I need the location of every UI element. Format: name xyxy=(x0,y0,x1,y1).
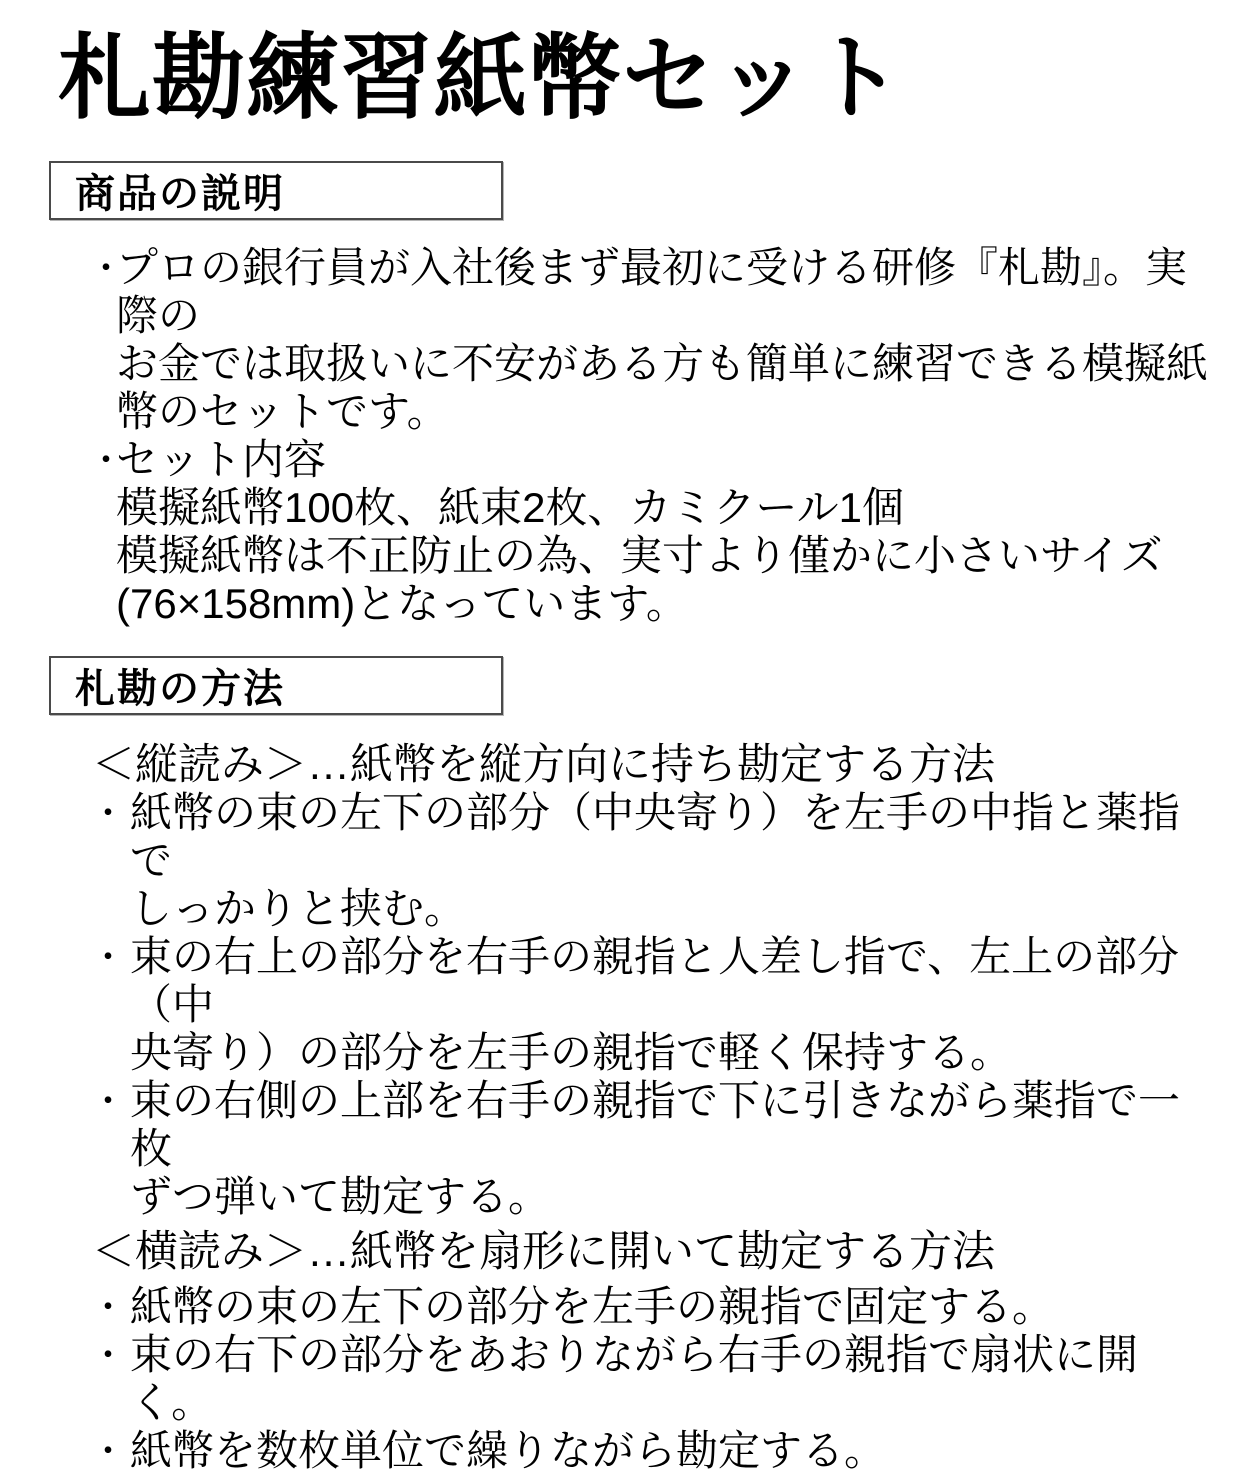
list-item-text xyxy=(130,1283,1210,1331)
fan-counting-list xyxy=(0,1283,1240,1475)
text-line: 紙幣を数枚単位で繰りながら勘定する。 xyxy=(130,1427,887,1475)
list-item-text xyxy=(116,484,1210,532)
list-item-text xyxy=(130,1331,1210,1427)
text-line: 紙幣の束の左下の部分（中央寄り）を左手の中指と薬指で xyxy=(130,789,1181,885)
page-title: 札勘練習紙幣セット xyxy=(58,26,904,130)
text-line: 束の右側の上部を右手の親指で下に引きながら薬指で一枚 xyxy=(130,1077,1181,1173)
vertical-counting-subsection xyxy=(0,741,1240,1221)
list-item xyxy=(0,933,1240,1077)
bullet-dot: ・ xyxy=(90,1080,127,1122)
product-description-body xyxy=(0,244,1240,628)
list-item-text xyxy=(130,1427,1210,1475)
bullet-dot: ・ xyxy=(90,1430,127,1472)
list-item-text xyxy=(116,532,1210,628)
list-item xyxy=(0,532,1240,628)
text-line: プロの銀行員が入社後まず最初に受ける研修『札勘』。実際の xyxy=(116,244,1188,340)
text-line: 束の右上の部分を右手の親指と人差し指で、左上の部分（中 xyxy=(130,933,1180,1029)
text-line: 紙幣の束の左下の部分を左手の親指で固定する。 xyxy=(130,1283,1055,1331)
bullet-dot: ・ xyxy=(88,439,125,481)
text-line: 模擬紙幣100枚、紙束2枚、カミクール1個 xyxy=(116,484,904,532)
list-item xyxy=(0,1331,1240,1427)
list-item-text xyxy=(116,244,1210,436)
document-page xyxy=(0,26,1240,1475)
list-item-text xyxy=(116,436,1210,484)
text-line: しっかりと挟む。 xyxy=(130,885,467,933)
list-item xyxy=(0,789,1240,933)
list-item xyxy=(0,1427,1240,1475)
list-item-text xyxy=(130,1077,1210,1221)
bullet-dot: ・ xyxy=(88,247,125,289)
bullet-dot: ・ xyxy=(90,1286,127,1328)
subsection-title-vertical: ＜縦読み＞…紙幣を縦方向に持ち勘定する方法 xyxy=(92,741,995,790)
section-heading-label: 札勘の方法 xyxy=(75,667,285,712)
text-line: ずつ弾いて勘定する。 xyxy=(130,1173,551,1221)
list-item-text xyxy=(130,789,1210,933)
list-item xyxy=(0,1077,1240,1221)
list-item xyxy=(0,244,1240,436)
bullet-dot: ・ xyxy=(90,936,127,978)
text-line: お金では取扱いに不安がある方も簡単に練習できる模擬紙 xyxy=(116,340,1209,388)
fan-counting-subsection xyxy=(0,1228,1240,1475)
list-item xyxy=(0,1283,1240,1331)
text-line: セット内容 xyxy=(116,436,327,484)
list-item xyxy=(0,436,1240,484)
text-line: (76×158mm)となっています。 xyxy=(116,580,688,628)
section-heading-counting-method xyxy=(49,656,503,715)
bullet-dot: ・ xyxy=(90,792,127,834)
text-line: 模擬紙幣は不正防止の為、実寸より僅かに小さいサイズ xyxy=(116,532,1163,580)
text-line: 央寄り）の部分を左手の親指で軽く保持する。 xyxy=(130,1029,1013,1077)
text-line: 幣のセットです。 xyxy=(116,388,449,436)
list-item-text xyxy=(130,933,1210,1077)
section-heading-product-description xyxy=(49,161,503,220)
text-line: 束の右下の部分をあおりながら右手の親指で扇状に開く。 xyxy=(130,1331,1139,1427)
list-item xyxy=(0,484,1240,532)
subsection-title-fan: ＜横読み＞…紙幣を扇形に開いて勘定する方法 xyxy=(92,1228,995,1277)
section-heading-label: 商品の説明 xyxy=(75,172,285,217)
bullet-dot: ・ xyxy=(90,1334,127,1376)
